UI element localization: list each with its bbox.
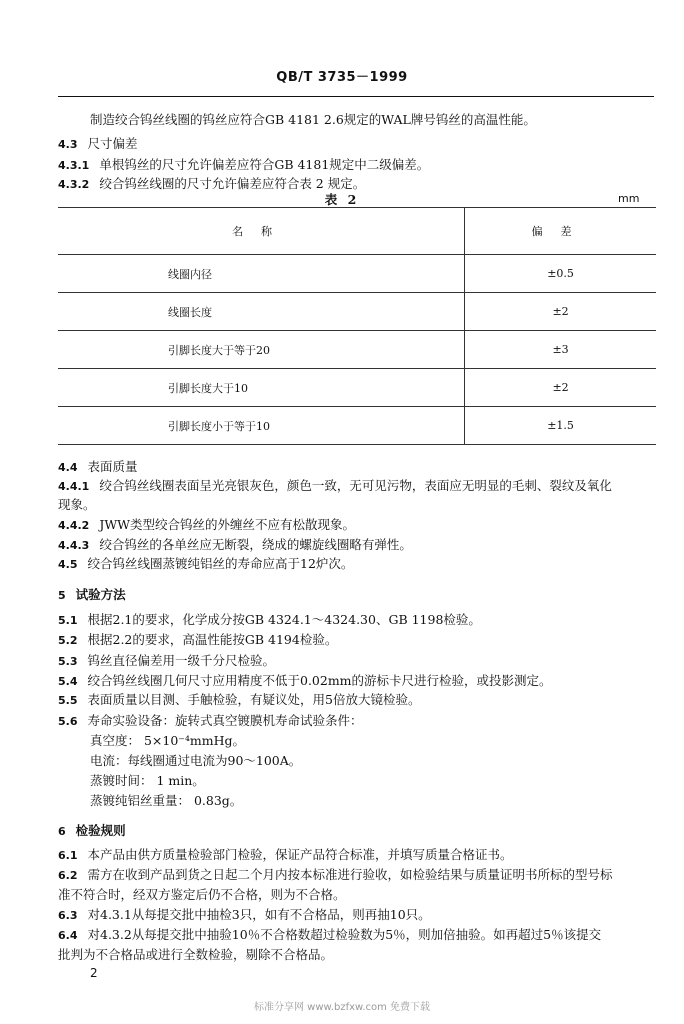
table-title: 表 2 [324,192,360,207]
clause-5-5 [58,692,420,709]
table-row [58,293,656,331]
document-code-header: QB/T 3735－1999 [276,70,408,85]
clause-text: 对4.3.1从每提交批中抽检3只，如有不合格品，则再抽10只。 [87,907,431,922]
clause-number: 4.4 [58,461,78,474]
table-header-row [58,208,656,255]
clause-text: 表面质量以目测、手触检验，有疑议处，用5倍放大镜检验。 [87,692,421,707]
clause-6-4-continued [58,947,333,963]
clause-number: 6.1 [58,849,78,862]
column-header-tolerance: 偏差 [465,208,656,255]
row-tolerance: ±1.5 [465,407,656,445]
clause-number: 4.3.2 [58,178,90,191]
clause-number: 4.5 [58,558,78,571]
clause-5-4 [58,673,552,690]
clause-number: 4.4.1 [58,480,90,493]
clause-text: 根据2.2的要求，高温性能按GB 4194检验。 [87,632,338,647]
table-unit: mm [618,192,640,205]
clause-number: 5.5 [58,694,78,707]
clause-5-6 [58,713,363,730]
clause-text: 单根钨丝的尺寸允许偏差应符合GB 4181规定中二级偏差。 [99,157,430,172]
condition-current: 电流：每线圈通过电流为90～100A。 [90,753,302,768]
tolerance-table [58,207,656,445]
clause-text: 本产品由供方质量检验部门检验，保证产品符合标准，并填写质量合格证书。 [87,847,513,862]
clause-text: 批判为不合格品或进行全数检验，剔除不合格品。 [58,947,334,962]
table-row [58,255,656,293]
clause-number: 6.2 [58,869,78,882]
condition-time: 蒸镀时间： 1 min。 [90,773,205,788]
clause-text: 寿命实验设备：旋转式真空镀膜机寿命试验条件： [87,713,363,728]
row-name: 引脚长度小于等于10 [58,407,465,445]
clause-text: 表面质量 [87,459,138,474]
clause-number: 4.4.3 [58,539,90,552]
row-name: 引脚长度大于等于20 [58,331,465,369]
clause-number: 4.3.1 [58,159,90,172]
clause-6-4 [58,927,601,944]
clause-number: 5.6 [58,715,78,728]
section-6-title [58,823,126,840]
table-row [58,407,656,445]
clause-number: 4.4.2 [58,519,90,532]
clause-4-5 [58,556,353,573]
clause-6-1 [58,847,513,864]
column-header-name: 名称 [58,208,465,255]
clause-5-3 [58,653,275,670]
clause-text: 绞合钨丝线圈几何尺寸应用精度不低于0.02mm的游标卡尺进行检验，或投影测定。 [87,673,552,688]
section-title: 试验方法 [75,587,126,602]
clause-4-4-1-continued [58,497,96,513]
clause-text: 现象。 [58,497,96,512]
watermark-footer: 标准分享网 www.bzfxw.com 免费下载 [254,1002,430,1013]
clause-6-2 [58,867,613,884]
clause-text: 对4.3.2从每提交批中抽验10％不合格数超过检验数为5％，则加倍抽验。如再超过5％该提交 [87,927,602,942]
section-number: 5 [58,589,66,602]
row-tolerance: ±0.5 [465,255,656,293]
clause-4-3-1 [58,157,429,174]
page-number: 2 [90,966,98,980]
condition-weight: 蒸镀纯铝丝重量： 0.83g。 [90,793,243,808]
section-title: 检验规则 [75,823,126,838]
row-tolerance: ±3 [465,331,656,369]
clause-4-4-2 [58,517,355,534]
clause-5-1 [58,612,481,629]
row-name: 线圈长度 [58,293,465,331]
paragraph-tungsten-requirement [90,112,536,128]
row-name: 引脚长度大于10 [58,369,465,407]
clause-text: 绞合钨丝的各单丝应无断裂，绕成的螺旋线圈略有弹性。 [99,537,412,552]
clause-number: 4.3 [58,138,78,151]
section-number: 6 [58,825,66,838]
clause-4-3 [58,136,138,153]
clause-4-4 [58,459,138,476]
clause-text: 绞合钨丝线圈表面呈光亮银灰色，颜色一致，无可见污物，表面应无明显的毛刺、裂纹及氧化 [99,478,612,493]
header-rule [58,96,654,97]
condition-vacuum: 真空度： 5×10⁻⁴mmHg。 [90,733,246,748]
clause-text: 准不符合时，经双方鉴定后仍不合格，则为不合格。 [58,887,346,902]
clause-number: 5.3 [58,655,78,668]
clause-number: 5.2 [58,634,78,647]
clause-text: 需方在收到产品到货之日起二个月内按本标准进行验收，如检验结果与质量证明书所标的型号标 [87,867,613,882]
table-row [58,331,656,369]
row-tolerance: ±2 [465,369,656,407]
section-5-title [58,587,126,604]
clause-number: 5.4 [58,675,78,688]
row-name: 线圈内径 [58,255,465,293]
clause-6-3 [58,907,431,924]
clause-4-4-3 [58,537,412,554]
clause-number: 6.4 [58,929,78,942]
clause-4-4-1 [58,478,612,495]
clause-text: JWW类型绞合钨丝的外缠丝不应有松散现象。 [99,517,356,532]
clause-number: 5.1 [58,614,78,627]
clause-text: 尺寸偏差 [87,136,138,151]
clause-6-2-continued [58,887,346,903]
clause-5-2 [58,632,337,649]
clause-text: 根据2.1的要求，化学成分按GB 4324.1～4324.30、GB 1198检验。 [87,612,481,627]
clause-text: 绞合钨丝线圈的尺寸允许偏差应符合表 2 规定。 [99,176,366,191]
table-row [58,369,656,407]
paragraph-text: 制造绞合钨丝线圈的钨丝应符合GB 4181 2.6规定的WAL牌号钨丝的高温性能。 [90,112,536,127]
row-tolerance: ±2 [465,293,656,331]
clause-number: 6.3 [58,909,78,922]
clause-text: 绞合钨丝线圈蒸镀纯铝丝的寿命应高于12炉次。 [87,556,354,571]
clause-text: 钨丝直径偏差用一级千分尺检验。 [87,653,276,668]
